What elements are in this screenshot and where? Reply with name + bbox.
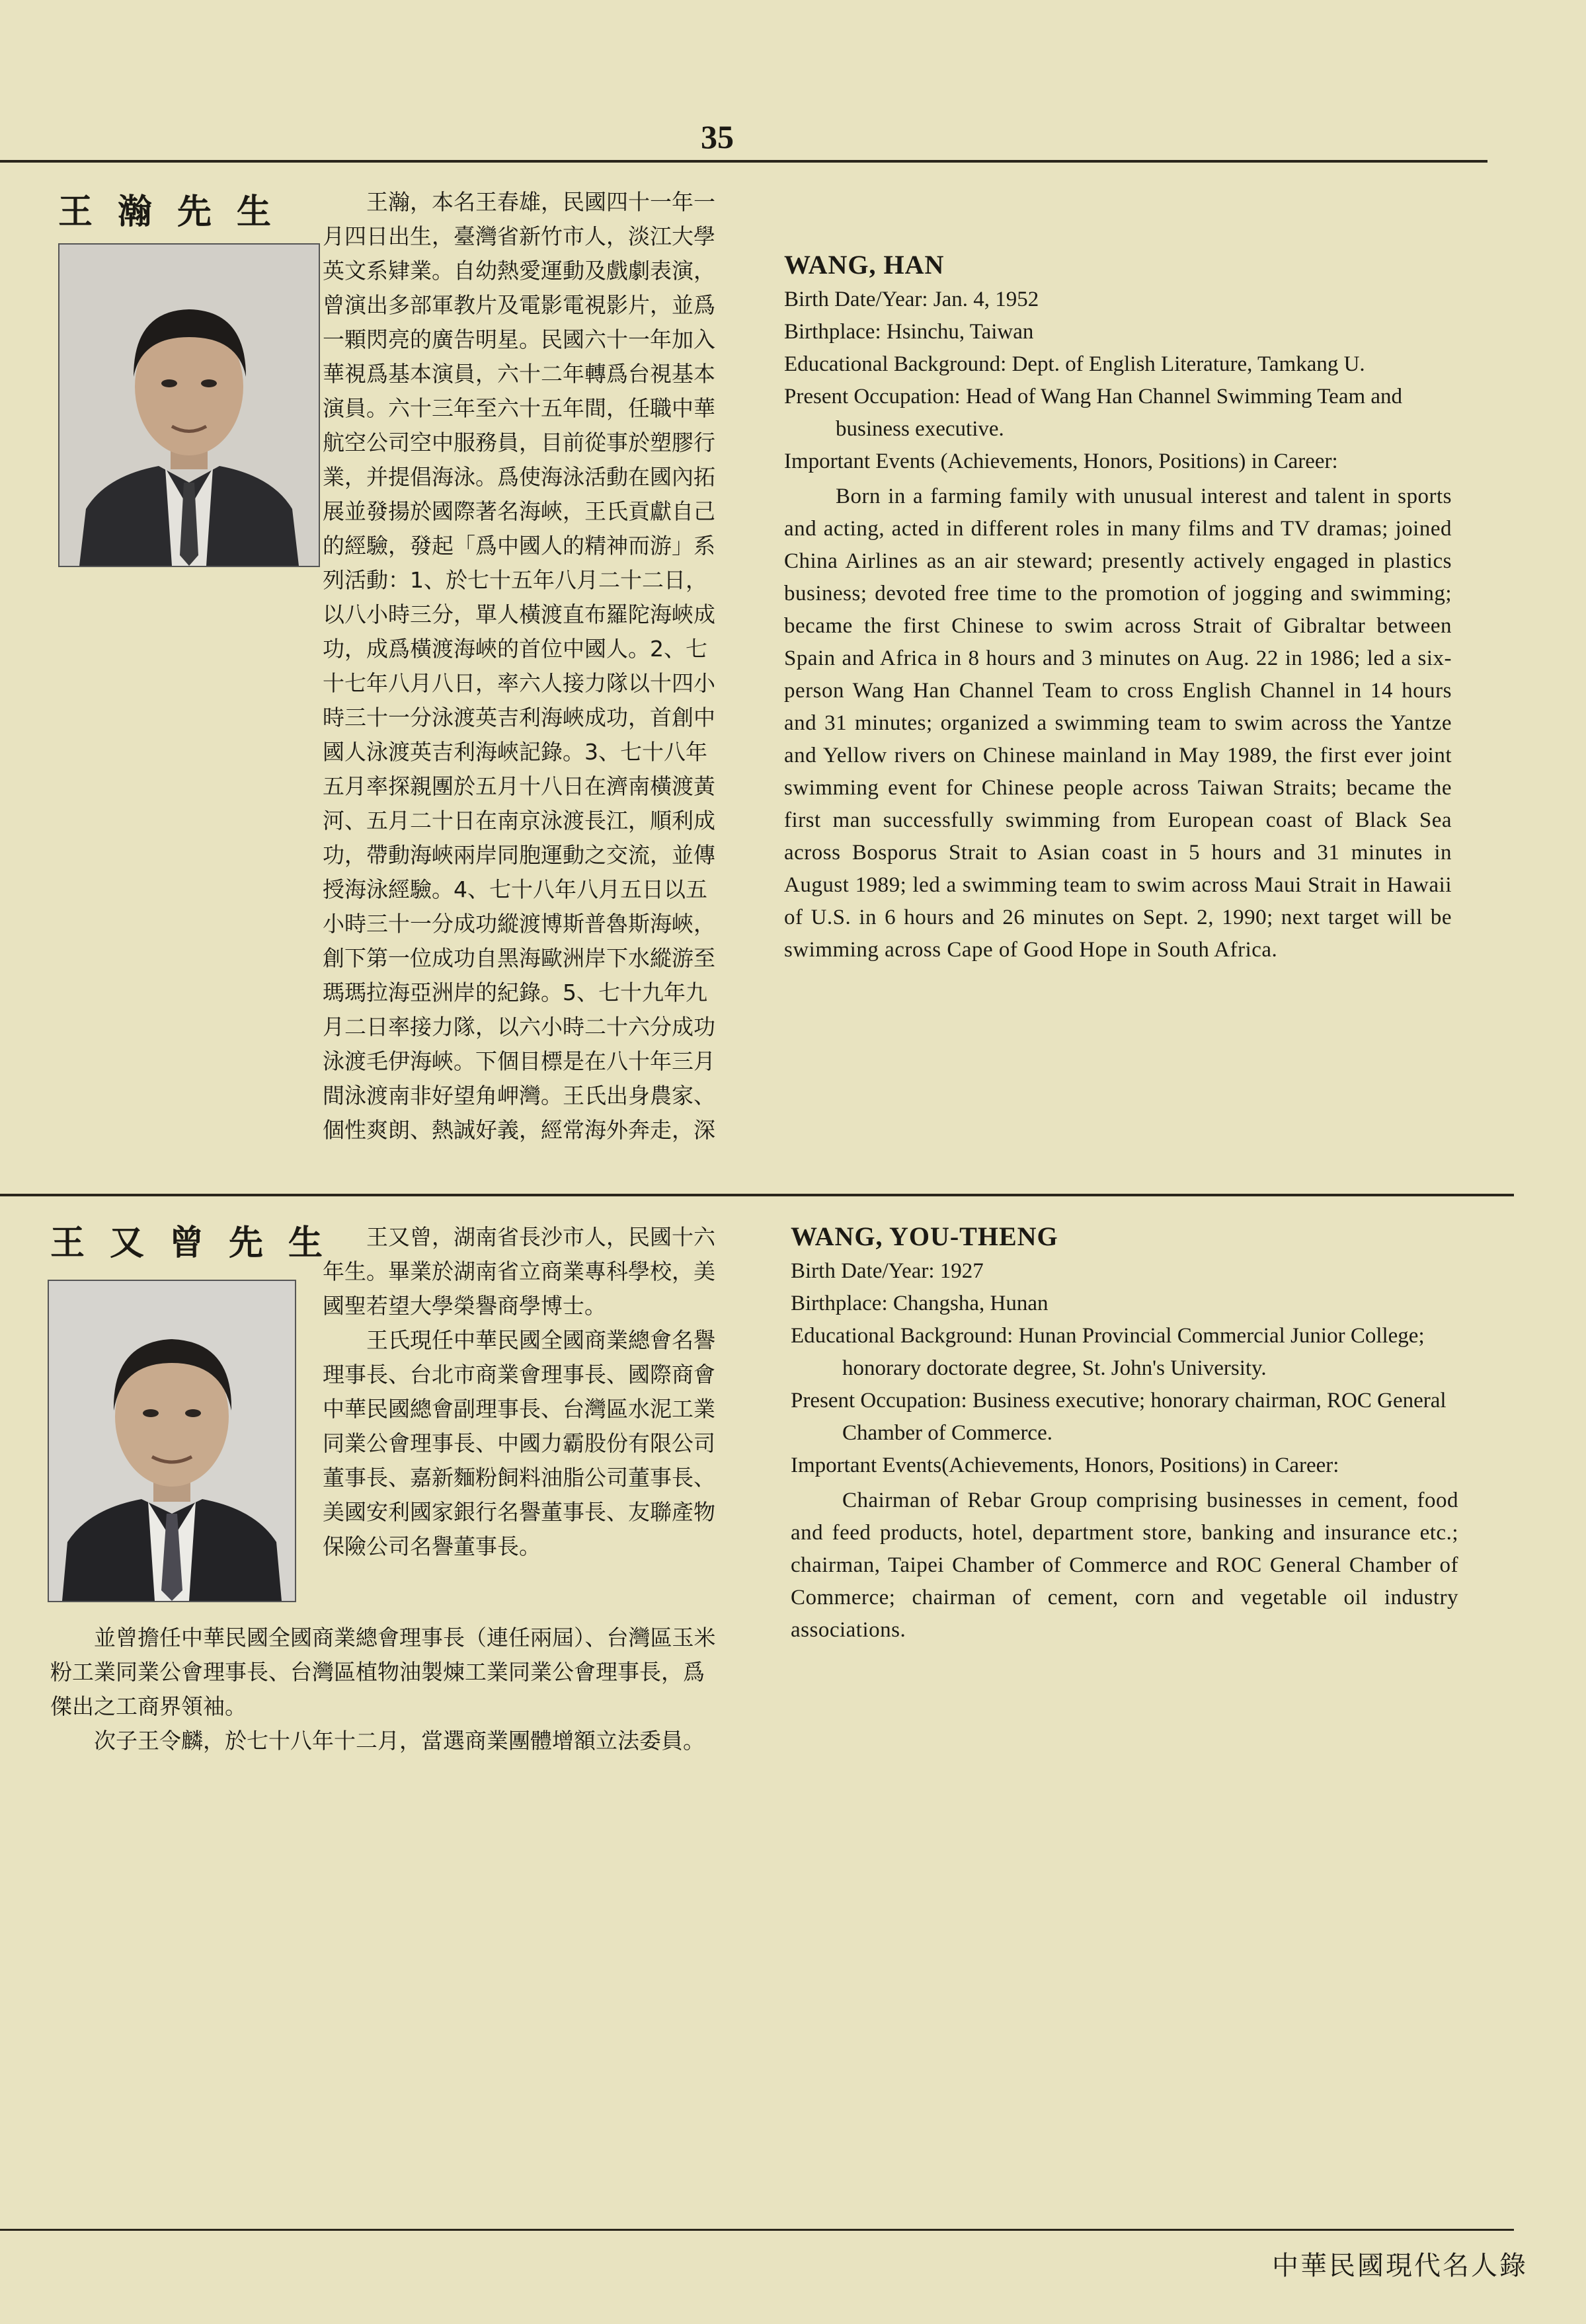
entry-divider bbox=[0, 1194, 1514, 1196]
field-label: Important Events(Achievements, Honors, Positions) in Career: bbox=[791, 1453, 1339, 1477]
entry-1-occupation-row bbox=[784, 381, 1452, 445]
entry-1-birthplace-row bbox=[784, 316, 1452, 348]
field-label: Educational Background: bbox=[791, 1324, 1013, 1348]
entry-2-photo bbox=[48, 1280, 296, 1602]
entry-2-events-row bbox=[791, 1450, 1458, 1482]
entry-2-cn-para-4: 次子王令麟，於七十八年十二月，當選商業團體增額立法委員。 bbox=[94, 1728, 705, 1754]
entry-2-cn-para-1: 王又曾，湖南省長沙市人，民國十六年生。畢業於湖南省立商業專科學校，美國聖若望大學榮譽商學博士。 bbox=[323, 1224, 715, 1319]
field-value: Changsha, Hunan bbox=[892, 1292, 1049, 1315]
entry-2-cn-bio-top bbox=[323, 1220, 726, 1564]
field-label: Present Occupation: bbox=[784, 385, 961, 408]
entry-2-name-en: WANG, YOU-THENG bbox=[791, 1221, 1058, 1251]
entry-1-events-row bbox=[784, 445, 1452, 478]
entry-2-english bbox=[791, 1220, 1458, 1646]
entry-1-name-cn: 王瀚先生 bbox=[58, 192, 297, 232]
field-value: Hunan Provincial Commercial Junior College; honorary doctorate degree, St. John's University. bbox=[842, 1324, 1425, 1380]
field-label: Educational Background: bbox=[784, 352, 1007, 376]
entry-1-photo bbox=[58, 243, 320, 567]
field-value: Head of Wang Han Channel Swimming Team and business executive. bbox=[836, 385, 1403, 441]
page-number: 35 bbox=[701, 118, 734, 155]
entry-2-cn-bio-bottom bbox=[50, 1621, 726, 1758]
field-label: Important Events (Achievements, Honors, Positions) in Career: bbox=[784, 449, 1338, 473]
entry-1-name-en: WANG, HAN bbox=[784, 250, 945, 280]
field-value: Jan. 4, 1952 bbox=[933, 288, 1039, 311]
header-rule bbox=[0, 160, 1487, 163]
entry-2-cn-para-2: 王氏現任中華民國全國商業總會名譽理事長、台北市商業會理事長、國際商會中華民國總會副理事長、台灣區水泥工業同業公會理事長、中國力霸股份有限公司董事長、嘉新麵粉飼料油脂公司董事長、美國安利國家銀行名譽董事長、友聯產物保險公司名譽董事長。 bbox=[323, 1327, 715, 1559]
field-label: Birth Date/Year: bbox=[784, 288, 928, 311]
field-label: Present Occupation: bbox=[791, 1389, 967, 1413]
entry-2-birth-row bbox=[791, 1255, 1458, 1288]
field-label: Birthplace: bbox=[784, 320, 881, 344]
portrait-image bbox=[49, 1281, 295, 1601]
entry-1-career: Born in a farming family with unusual interest and talent in sports and acting, acted in different roles in many films and TV dramas; joined China Airlines as an air steward; presently actively engaged in plastics business; devoted free time to the promotion of jogging and swimming; became the first Chinese to swim across Strait of Gibraltar between Spain and Africa in 8 hours and 3 minutes on Aug. 22 in 1986; led a six-person Wang Han Channel Team to cross English Channel in 14 hours and 31 minutes; organized a swimming team to swim across the Yantze and Yellow rivers on Chinese mainland in May 1989, the first ever joint swimming event for Chinese people across Taiwan Straits; became the first man successfully swimming from European coast of Black Sea across Bosporus Strait to Asian coast in 5 hours and 31 minutes in August 1989; led a swimming team to swim across Maui Strait in Hawaii of U.S. in 6 hours and 26 minutes on Sept. 2, 1990; next target will be swimming across Cape of Good Hope in South Africa. bbox=[784, 484, 1452, 962]
field-label: Birthplace: bbox=[791, 1292, 888, 1315]
entry-1-cn-bio-top bbox=[323, 185, 726, 1147]
entry-2-occupation-row bbox=[791, 1385, 1458, 1450]
entry-1-birth-row bbox=[784, 284, 1452, 316]
entry-2-name-cn: 王又曾先生 bbox=[50, 1223, 348, 1263]
footer-rule bbox=[0, 2229, 1514, 2231]
entry-1-english bbox=[784, 249, 1452, 966]
entry-2-career: Chairman of Rebar Group comprising businesses in cement, food and feed products, hotel, department store, banking and insurance etc.; chairman, Taipei Chamber of Commerce and ROC General Chamber of Commerce; chairman of cement, corn and vegetable oil industry associations. bbox=[791, 1489, 1458, 1642]
portrait-image bbox=[59, 245, 319, 566]
field-value: Hsinchu, Taiwan bbox=[886, 320, 1034, 344]
entry-2-cn-para-3: 並曾擔任中華民國全國商業總會理事長（連任兩屆）、台灣區玉米粉工業同業公會理事長、台灣區植物油製煉工業同業公會理事長，爲傑出之工商界領袖。 bbox=[50, 1625, 716, 1719]
book-title-footer: 中華民國現代名人錄 bbox=[1272, 2251, 1528, 2281]
field-label: Birth Date/Year: bbox=[791, 1259, 935, 1283]
entry-2-education-row bbox=[791, 1320, 1458, 1385]
field-value: 1927 bbox=[939, 1259, 984, 1283]
entry-1-cn-bio: 王瀚，本名王春雄，民國四十一年一月四日出生，臺灣省新竹市人，淡江大學英文系肄業。自幼熱愛運動及戲劇表演，曾演出多部軍教片及電影電視影片，並爲一顆閃亮的廣告明星。民國六十一年加入華視爲基本演員，六十二年轉爲台視基本演員。六十三年至六十五年間，任職中華航空公司空中服務員，目前從事於塑膠行業，并提倡海泳。爲使海泳活動在國內拓展並發揚於國際著名海峽，王氏貢獻自己的經驗，發起「爲中國人的精神而游」系列活動：1、於七十五年八月二十二日，以八小時三分，單人橫渡直布羅陀海峽成功，成爲橫渡海峽的首位中國人。2、七十七年八月八日，率六人接力隊以十四小時三十一分泳渡英吉利海峽成功，首創中國人泳渡英吉利海峽記錄。3、七十八年五月率探親團於五月十八日在濟南橫渡黃河、五月二十日在南京泳渡長江，順利成功，帶動海峽兩岸同胞運動之交流，並傳授海泳經驗。4、七十八年八月五日以五小時三十一分成功縱渡博斯普魯斯海峽，創下第一位成功自黑海歐洲岸下水縱游至瑪瑪拉海亞洲岸的紀錄。5、七十九年九月二日率接力隊，以六小時二十六分成功泳渡毛伊海峽。下個目標是在八十年三月間泳渡南非好望角岬灣。王氏出身農家、個性爽朗、熱誠好義，經常海外奔走，深 bbox=[323, 189, 715, 1143]
field-value: Business executive; honorary chairman, ROC General Chamber of Commerce. bbox=[842, 1389, 1447, 1445]
entry-1-education-row bbox=[784, 348, 1452, 381]
field-value: Dept. of English Literature, Tamkang U. bbox=[1011, 352, 1365, 376]
entry-2-birthplace-row bbox=[791, 1288, 1458, 1320]
